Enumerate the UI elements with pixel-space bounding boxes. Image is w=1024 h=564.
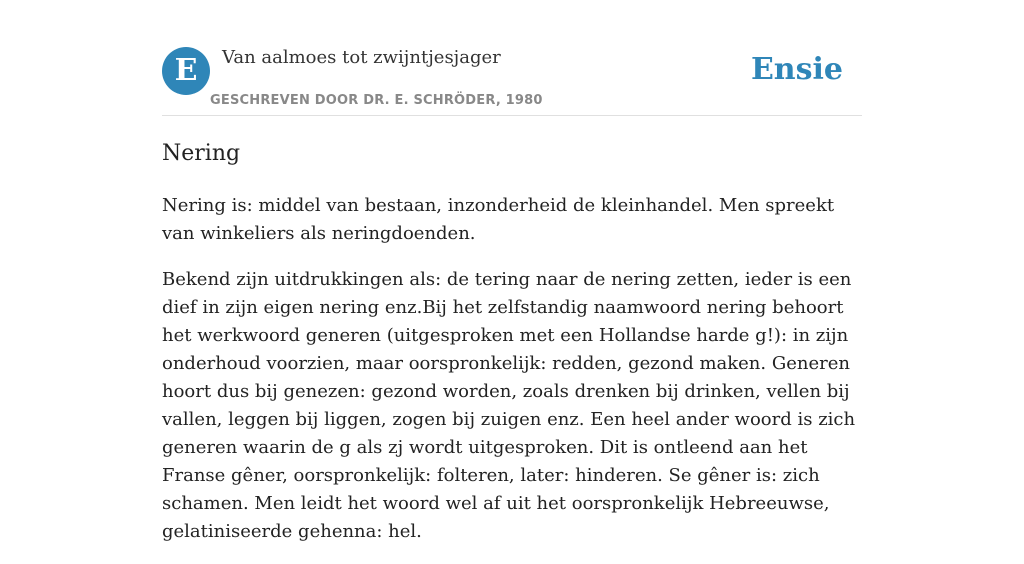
- article-paragraph: Bekend zijn uitdrukkingen als: de tering naar de nering zetten, ieder is een dief in zijn eigen nering enz.Bij het zelfstandig naamwoord nering behoort het werkwoord generen (uitgesproken met een Hollandse harde g!): in zijn onderhoud voorzien, maar oorspronkelijk: redden, gezond maken. Generen hoort dus bij genezen: gezond worden, zoals drenken bij drinken, vellen bij vallen, leggen bij liggen, zogen bij zuigen enz. Een heel ander woord is zich generen waarin de g als zj wordt uitgesproken. Dit is ontleend aan het Franse gêner, oorspronkelijk: folteren, later: hinderen. Se gêner is: zich schamen. Men leidt het woord wel af uit het oorspronkelijk Hebreeuwse, gelatiniseerde gehenna: hel.: [162, 269, 856, 542]
- header-divider: [162, 115, 862, 116]
- article-title: Nering: [162, 141, 241, 166]
- article: [162, 138, 862, 564]
- book-title[interactable]: Van aalmoes tot zwijntjesjager: [222, 47, 501, 68]
- author-byline: GESCHREVEN DOOR DR. E. SCHRÖDER, 1980: [210, 93, 543, 108]
- article-body: [162, 192, 862, 546]
- article-paragraph: Nering is: middel van bestaan, inzonderheid de kleinhandel. Men spreekt van winkeliers als neringdoenden.: [162, 195, 835, 244]
- ensie-brand-logo[interactable]: Ensie: [750, 52, 843, 87]
- ensie-logo-badge[interactable]: E: [162, 47, 210, 95]
